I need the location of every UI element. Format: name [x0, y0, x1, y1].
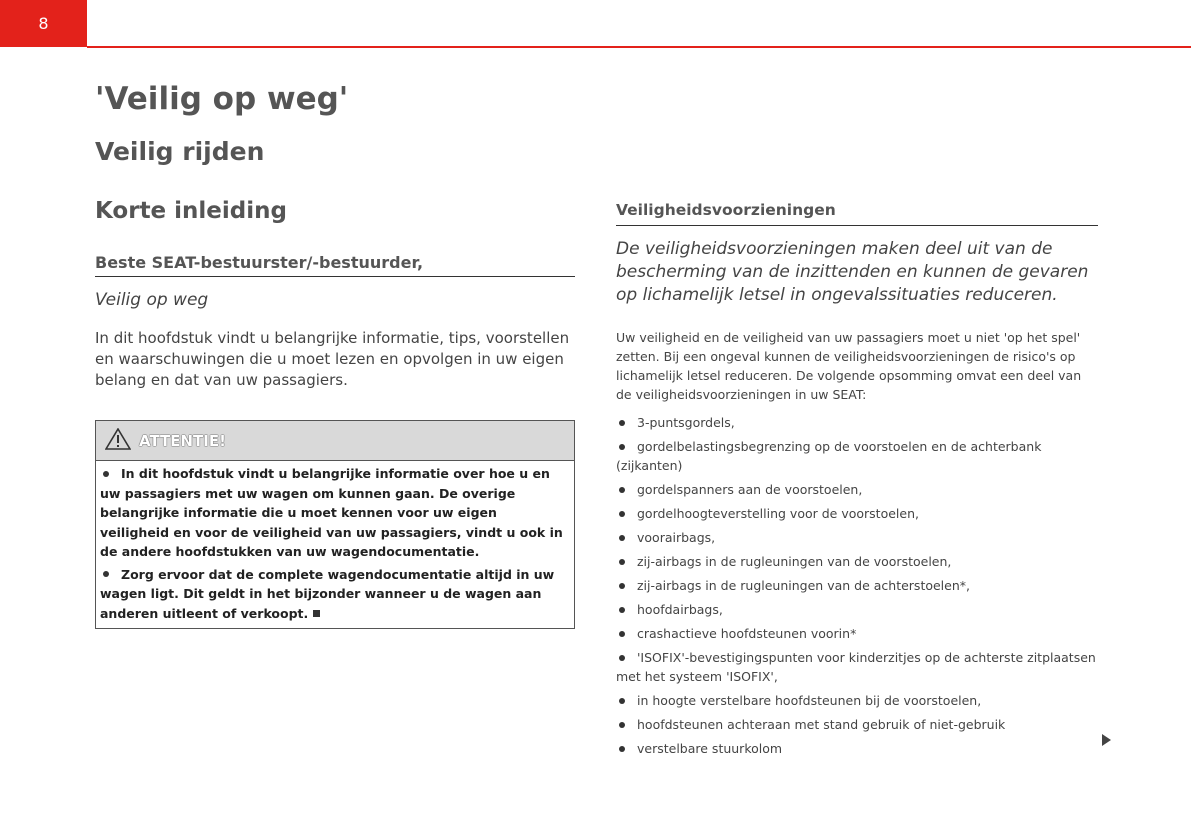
- warning-item-text: In dit hoofdstuk vindt u belangrijke informatie over hoe u en uw passagiers met uw wagen om kunnen gaan. De overige belangrijke informatie die u moet kennen voor uw eigen veiligheid en voor de veiligheid van uw passagiers, vindt u ook in de andere hoofdstukken van uw wagendocumentatie.: [100, 466, 563, 559]
- page-number: 8: [0, 0, 87, 47]
- list-item: [616, 576, 1098, 595]
- warning-box: [95, 420, 575, 629]
- bullet-icon: [619, 559, 625, 565]
- list-item-text: gordelspanners aan de voorstoelen,: [637, 482, 863, 497]
- safety-intro: Uw veiligheid en de veiligheid van uw passagiers moet u niet 'op het spel' zetten. Bij een ongeval kunnen de veiligheidsvoorzieningen de risico's op lichamelijk letsel reduceren. De volgende opsomming omvat een deel van de veiligheidsvoorzieningen in uw SEAT:: [616, 330, 1082, 402]
- warning-item: [100, 464, 570, 562]
- greeting-heading: Beste SEAT-bestuurster/-bestuurder,: [95, 253, 575, 277]
- safety-heading: Veiligheidsvoorzieningen: [616, 200, 1098, 226]
- bullet-icon: [619, 698, 625, 704]
- list-item-text: gordelbelastingsbegrenzing op de voorstoelen en de achterbank (zijkanten): [616, 439, 1042, 473]
- list-item-text: gordelhoogteverstelling voor de voorstoelen,: [637, 506, 919, 521]
- bullet-icon: [619, 607, 625, 613]
- list-item-text: in hoogte verstelbare hoofdsteunen bij de voorstoelen,: [637, 693, 982, 708]
- list-item: [616, 528, 1098, 547]
- section-title: Korte inleiding: [95, 198, 287, 224]
- list-item-text: 'ISOFIX'-bevestigingspunten voor kinderzitjes op de achterste zitplaatsen met het systeem 'ISOFIX',: [616, 650, 1096, 684]
- bullet-icon: [619, 535, 625, 541]
- chapter-title: Veilig rijden: [95, 137, 265, 166]
- header-rule: [87, 46, 1191, 48]
- bullet-icon: [103, 471, 109, 477]
- intro-paragraph: In dit hoofdstuk vindt u belangrijke informatie, tips, voorstellen en waarschuwingen die u moet lezen en opvolgen in uw eigen belang en dat van uw passagiers.: [95, 329, 570, 389]
- next-page-arrow-icon[interactable]: [1102, 734, 1111, 746]
- list-item-text: 3-puntsgordels,: [637, 415, 735, 430]
- bullet-icon: [619, 583, 625, 589]
- bullet-icon: [619, 444, 625, 450]
- italic-subheading: Veilig op weg: [95, 290, 209, 310]
- list-item-text: crashactieve hoofdsteunen voorin*: [637, 626, 857, 641]
- list-item-text: voorairbags,: [637, 530, 716, 545]
- right-column: [616, 200, 1098, 763]
- list-item-text: hoofdairbags,: [637, 602, 723, 617]
- end-marker-icon: [313, 610, 320, 617]
- bullet-icon: [619, 655, 625, 661]
- list-item: [616, 413, 1098, 432]
- list-item-text: zij-airbags in de rugleuningen van de voorstoelen,: [637, 554, 952, 569]
- bullet-icon: [619, 511, 625, 517]
- warning-triangle-icon: [105, 428, 131, 454]
- warning-title: ATTENTIE!: [139, 431, 226, 450]
- page-title: 'Veilig op weg': [95, 81, 349, 117]
- safety-list: [616, 413, 1098, 758]
- list-item: [616, 624, 1098, 643]
- safety-lead: De veiligheidsvoorzieningen maken deel uit van de bescherming van de inzittenden en kunnen de gevaren op lichamelijk letsel in ongevalssituaties reduceren.: [616, 239, 1089, 305]
- list-item: [616, 739, 1098, 758]
- warning-body: [96, 461, 574, 628]
- list-item: [616, 437, 1098, 475]
- left-column: [95, 80, 575, 629]
- list-item: [616, 600, 1098, 619]
- warning-header: [96, 421, 574, 461]
- list-item: [616, 504, 1098, 523]
- list-item-text: zij-airbags in de rugleuningen van de achterstoelen*,: [637, 578, 970, 593]
- bullet-icon: [619, 722, 625, 728]
- bullet-icon: [619, 420, 625, 426]
- list-item: [616, 691, 1098, 710]
- list-item: [616, 715, 1098, 734]
- list-item: [616, 648, 1098, 686]
- warning-item: [100, 565, 570, 624]
- bullet-icon: [619, 746, 625, 752]
- list-item-text: verstelbare stuurkolom: [637, 741, 783, 756]
- bullet-icon: [619, 631, 625, 637]
- list-item-text: hoofdsteunen achteraan met stand gebruik of niet-gebruik: [637, 717, 1006, 732]
- list-item: [616, 552, 1098, 571]
- bullet-icon: [619, 487, 625, 493]
- list-item: [616, 480, 1098, 499]
- warning-item-text: Zorg ervoor dat de complete wagendocumentatie altijd in uw wagen ligt. Dit geldt in het bijzonder wanneer u de wagen aan anderen uitleent of verkoopt.: [100, 566, 555, 621]
- bullet-icon: [103, 571, 109, 577]
